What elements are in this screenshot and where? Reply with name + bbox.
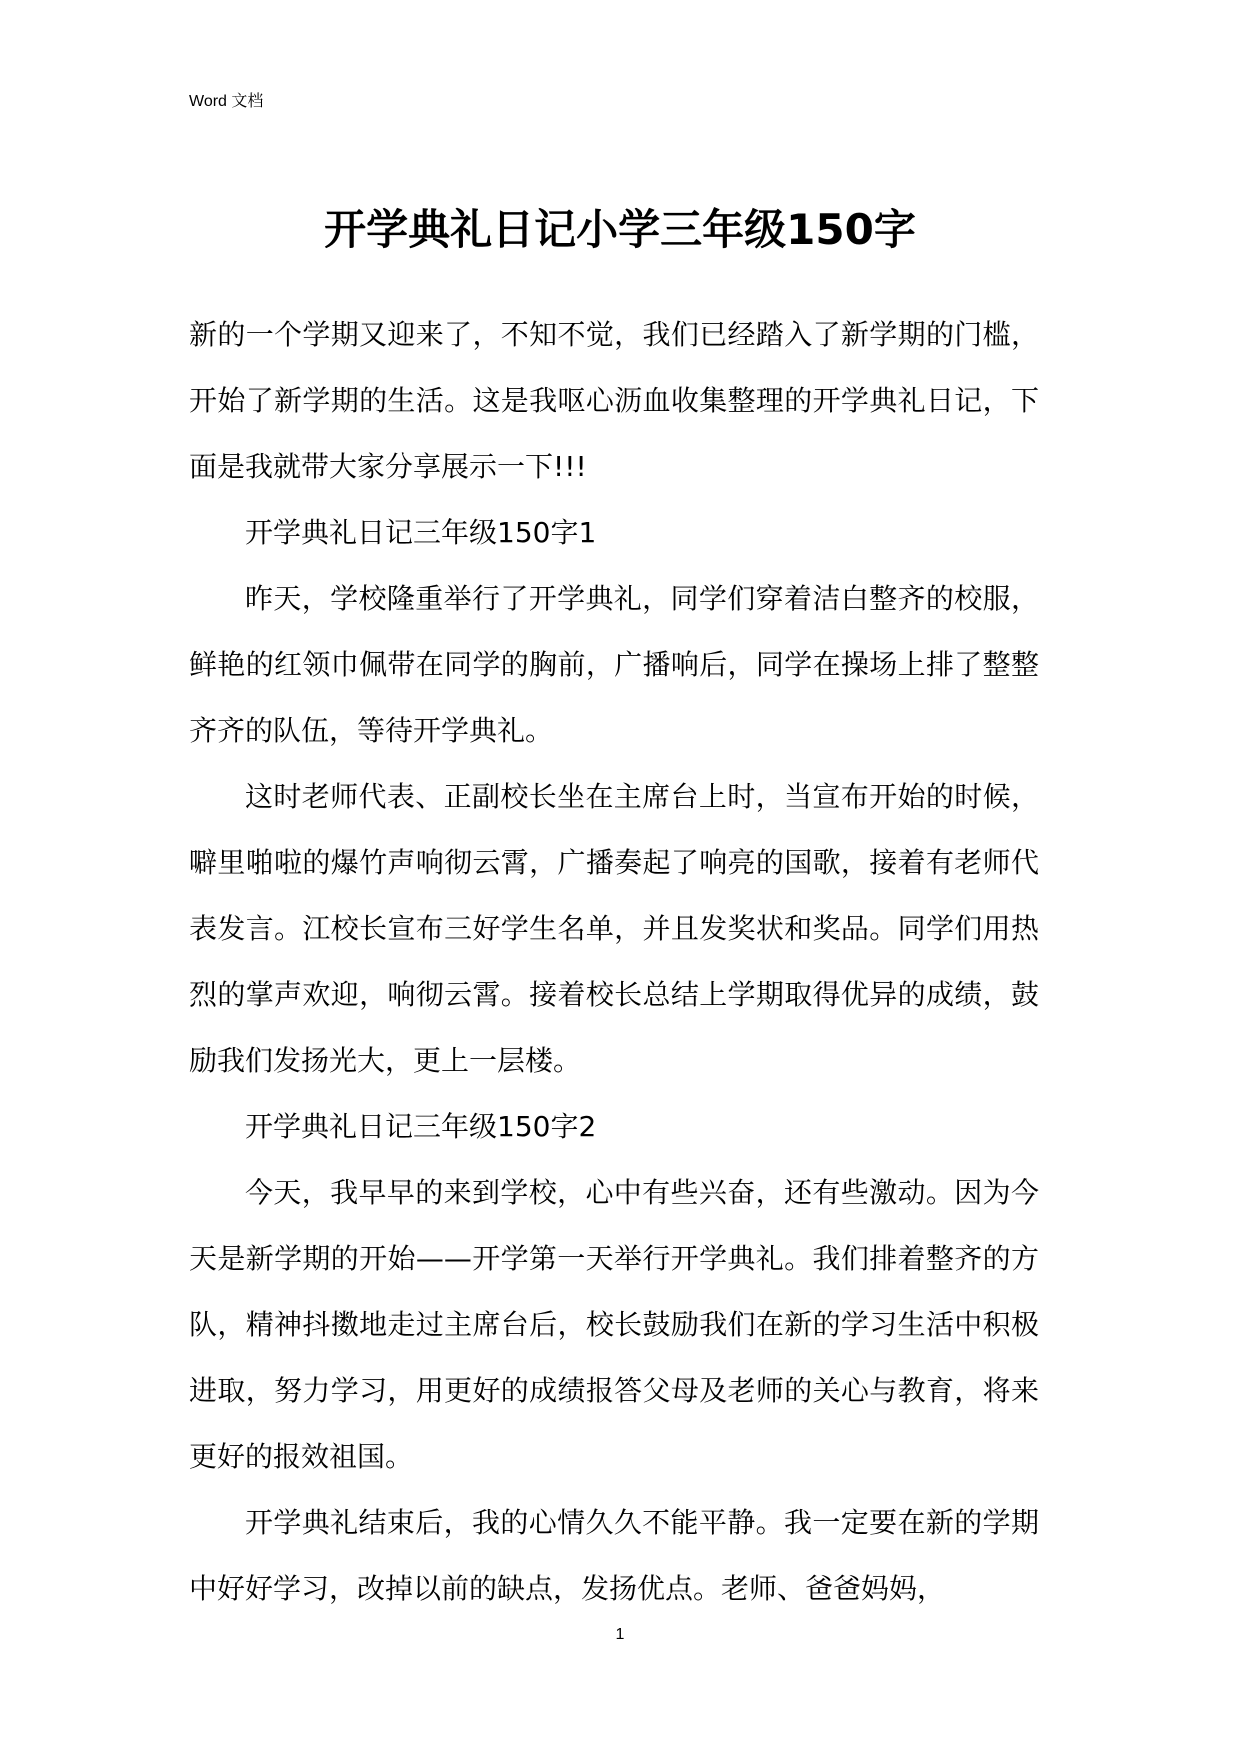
- body-paragraph: 昨天，学校隆重举行了开学典礼，同学们穿着洁白整齐的校服，鲜艳的红领巾佩带在同学的胸前，广播响后，同学在操场上排了整整齐齐的队伍，等待开学典礼。: [189, 582, 1039, 747]
- document-body: [189, 302, 1039, 1622]
- body-paragraph: 开学典礼结束后，我的心情久久不能平静。我一定要在新的学期中好好学习，改掉以前的缺点，发扬优点。老师、爸爸妈妈，: [189, 1506, 1039, 1605]
- document-title: 开学典礼日记小学三年级150字: [324, 205, 916, 254]
- section-heading-1: 开学典礼日记三年级150字1: [245, 516, 597, 549]
- document-header: Word 文档: [189, 93, 264, 110]
- intro-paragraph: 新的一个学期又迎来了，不知不觉，我们已经踏入了新学期的门槛，开始了新学期的生活。这是我呕心沥血收集整理的开学典礼日记，下面是我就带大家分享展示一下!!!: [189, 318, 1039, 483]
- body-paragraph: 今天，我早早的来到学校，心中有些兴奋，还有些激动。因为今天是新学期的开始——开学第一天举行开学典礼。我们排着整齐的方队，精神抖擞地走过主席台后，校长鼓励我们在新的学习生活中积极进取，努力学习，用更好的成绩报答父母及老师的关心与教育，将来更好的报效祖国。: [189, 1176, 1039, 1473]
- body-paragraph: 这时老师代表、正副校长坐在主席台上时，当宣布开始的时候，噼里啪啦的爆竹声响彻云霄，广播奏起了响亮的国歌，接着有老师代表发言。江校长宣布三好学生名单，并且发奖状和奖品。同学们用热烈的掌声欢迎，响彻云霄。接着校长总结上学期取得优异的成绩，鼓励我们发扬光大，更上一层楼。: [189, 780, 1039, 1077]
- section-heading-2: 开学典礼日记三年级150字2: [245, 1110, 597, 1143]
- page-number: 1: [615, 1626, 625, 1643]
